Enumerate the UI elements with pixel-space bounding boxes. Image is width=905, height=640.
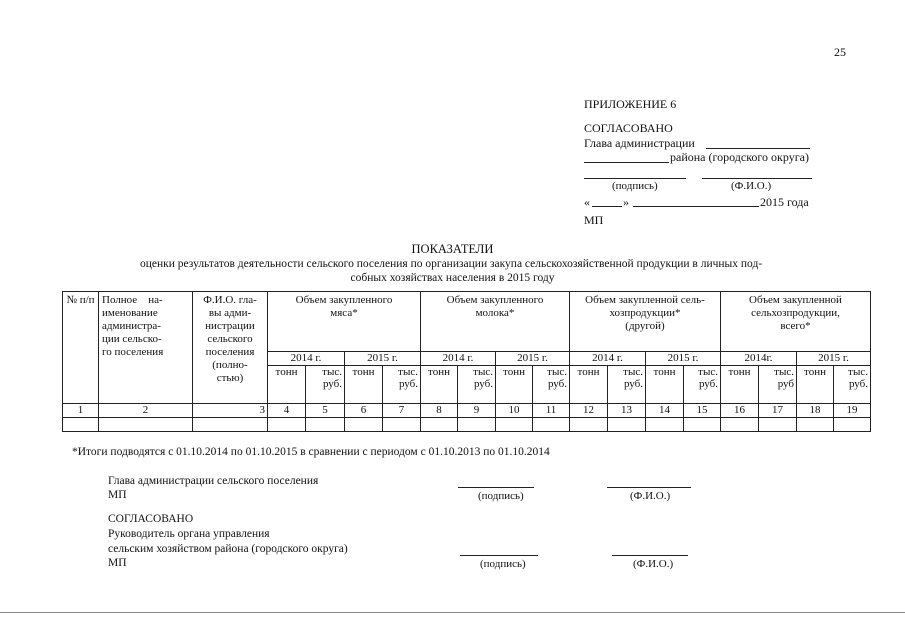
approval-district-line: района (городского округа) <box>670 150 809 164</box>
approval-head-line: Глава администрации <box>584 136 695 150</box>
unit-tons: тонн <box>721 366 759 404</box>
signoff-manager-line1: Руководитель органа управления <box>108 528 270 540</box>
approval-title: СОГЛАСОВАНО <box>584 121 673 135</box>
unit-rubles: тыс. руб. <box>458 366 496 404</box>
approval-sign-label: (подпись) <box>612 180 658 192</box>
signoff-sign-blank <box>458 487 534 488</box>
column-number: 13 <box>608 404 646 418</box>
year-header: 2014 г. <box>268 352 345 366</box>
approval-year: 2015 года <box>760 195 809 209</box>
page-bottom-rule <box>0 612 905 613</box>
signoff-fio-label: (Ф.И.О.) <box>630 490 671 502</box>
approval-sign-blank <box>584 178 686 179</box>
column-number: 3 <box>193 404 268 418</box>
approval-day-blank <box>592 206 622 207</box>
column-number: 5 <box>306 404 345 418</box>
approval-head-blank <box>706 148 810 149</box>
year-header: 2014г. <box>721 352 797 366</box>
unit-tons: тонн <box>496 366 533 404</box>
year-header: 2014 г. <box>570 352 646 366</box>
unit-tons: тонн <box>268 366 306 404</box>
header-settlement-name: Полное на- именование администра- ции сельско- го поселения <box>99 292 193 404</box>
unit-rubles: тыс. руб. <box>383 366 421 404</box>
approval-date-open: « <box>584 195 590 209</box>
unit-rubles: тыс. руб. <box>684 366 721 404</box>
column-number: 9 <box>458 404 496 418</box>
column-number: 19 <box>834 404 871 418</box>
year-header: 2015 г. <box>646 352 721 366</box>
signoff-head-title: Глава администрации сельского поселения <box>108 475 319 487</box>
header-group-meat: Объем закупленного мяса* <box>268 292 421 352</box>
signoff-fio-blank <box>607 487 691 488</box>
document-title: ПОКАЗАТЕЛИ <box>411 242 494 256</box>
unit-rubles: тыс. руб. <box>834 366 871 404</box>
unit-tons: тонн <box>345 366 383 404</box>
signoff-sign-label: (подпись) <box>478 490 524 502</box>
column-number: 12 <box>570 404 608 418</box>
column-number: 11 <box>533 404 570 418</box>
signoff-fio-label-2: (Ф.И.О.) <box>633 558 674 570</box>
unit-rubles: тыс. руб <box>759 366 797 404</box>
year-header: 2015 г. <box>797 352 871 366</box>
column-number: 16 <box>721 404 759 418</box>
signoff-sign-blank-2 <box>460 555 538 556</box>
column-number: 6 <box>345 404 383 418</box>
header-number: № п/п <box>63 292 99 404</box>
approval-month-blank <box>633 206 759 207</box>
column-number: 18 <box>797 404 834 418</box>
signoff-fio-blank-2 <box>612 555 688 556</box>
unit-rubles: тыс. руб. <box>533 366 570 404</box>
footnote: *Итоги подводятся с 01.10.2014 по 01.10.2015 в сравнении с периодом с 01.10.2013 по 01.10.2014 <box>72 446 550 458</box>
signoff-stamp: МП <box>108 489 127 501</box>
unit-tons: тонн <box>646 366 684 404</box>
signoff-manager-line2: сельским хозяйством района (городского округа) <box>108 543 348 555</box>
column-number: 17 <box>759 404 797 418</box>
approval-date-close: » <box>623 195 629 209</box>
column-number: 14 <box>646 404 684 418</box>
year-header: 2015 г. <box>496 352 570 366</box>
header-group-total: Объем закупленной сельхозпродукции, всего* <box>721 292 871 352</box>
header-group-other: Объем закупленной сель- хозпродукции* (другой) <box>570 292 721 352</box>
signoff-stamp2: МП <box>108 557 127 569</box>
header-group-milk: Объем закупленного молока* <box>421 292 570 352</box>
document-subtitle-line1: оценки результатов деятельности сельского поселения по организации закупа сельскохозяйственной продукции в личных под- <box>140 258 763 270</box>
unit-tons: тонн <box>797 366 834 404</box>
column-number: 7 <box>383 404 421 418</box>
approval-fio-label: (Ф.И.О.) <box>731 180 772 192</box>
signoff-sign-label-2: (подпись) <box>480 558 526 570</box>
unit-tons: тонн <box>570 366 608 404</box>
approval-stamp: МП <box>584 213 604 227</box>
column-number: 2 <box>99 404 193 418</box>
page-number: 25 <box>834 45 846 59</box>
indicators-table <box>62 291 871 432</box>
signoff-approval-title: СОГЛАСОВАНО <box>108 513 194 525</box>
column-number: 8 <box>421 404 458 418</box>
year-header: 2015 г. <box>345 352 421 366</box>
column-number: 10 <box>496 404 533 418</box>
document-subtitle-line2: собных хозяйствах населения в 2015 году <box>350 272 555 284</box>
column-number: 1 <box>63 404 99 418</box>
approval-district-blank <box>584 162 669 163</box>
approval-fio-blank <box>702 178 812 179</box>
column-number: 15 <box>684 404 721 418</box>
appendix-label: ПРИЛОЖЕНИЕ 6 <box>584 97 677 111</box>
header-head-fio: Ф.И.О. гла- вы адми- нистрации сельского поселения (полно- стью) <box>193 292 268 404</box>
unit-rubles: тыс. руб. <box>608 366 646 404</box>
column-number: 4 <box>268 404 306 418</box>
unit-tons: тонн <box>421 366 458 404</box>
year-header: 2014 г. <box>421 352 496 366</box>
unit-rubles: тыс. руб. <box>306 366 345 404</box>
table-row-empty <box>63 418 871 432</box>
